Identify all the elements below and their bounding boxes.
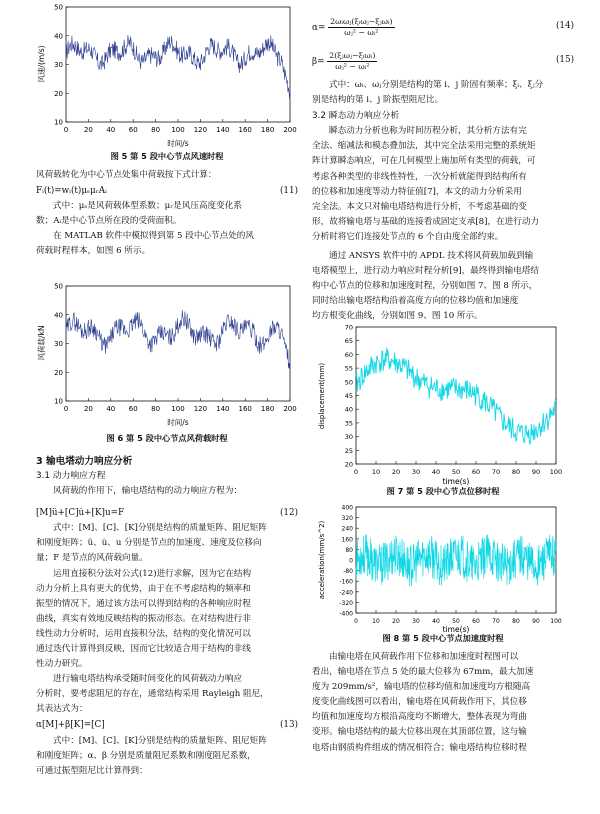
fig8-ytick-label: -80: [343, 568, 353, 576]
left-para-1: 风荷载转化为中心节点处集中荷载按下式计算：: [36, 170, 217, 180]
fig6-ytick-label: 20: [54, 368, 63, 377]
fig6-ytick-label: 50: [54, 283, 63, 291]
fig8-ytick-label: 80: [345, 546, 353, 554]
section-3-2-heading: 3.2 瞬态动力响应分析: [312, 111, 400, 122]
fig8-ytick-label: -320: [339, 599, 353, 607]
fig6-xtick-label: 200: [283, 405, 297, 413]
right-para-2-line-1: 瞬态动力分析也称为时间历程分析，其分析方法有完: [329, 126, 527, 137]
fig6-ytick-label: 10: [54, 397, 63, 406]
equation-14-numerator: 2ωᵢωⱼ(ξᵢωⱼ−ξⱼωᵢ): [330, 16, 393, 26]
fig8-xtick-label: 50: [452, 618, 460, 625]
fig5-xtick-label: 160: [238, 126, 252, 134]
right-para-4-line-3: 度为 209mm/s²，输电塔的位移均值和加速度均方根随高: [312, 682, 531, 693]
section-3-heading: 3 输电塔动力响应分析: [36, 456, 133, 467]
right-para-2-line-8: 分析时将它们连接处节点的 6 个自由度全部约束。: [312, 231, 504, 242]
fig7-xtick-label: 70: [491, 468, 501, 476]
fig6-chart: [36, 283, 298, 429]
fig5-xlabel: 时间/s: [167, 139, 189, 148]
fig7-ytick-label: 50: [344, 378, 353, 387]
left-para-6-line-2: 动力分析上具有更大的优势，由于在不考虑结构的频率和: [36, 583, 251, 594]
left-para-6-line-1: 运用直接积分法对公式(12)进行求解，因为它在结构: [53, 568, 252, 579]
left-para-7-line-3: 其表达式为：: [36, 704, 88, 715]
right-para-4-line-1: 由输电塔在风荷载作用下位移和加速度时程图可以: [329, 652, 519, 662]
right-block-1: [312, 10, 574, 325]
fig6-xtick-label: 140: [216, 405, 230, 413]
right-para-3-line-5: 均方根变化曲线，分别如图 9、图 10 所示。: [312, 311, 483, 322]
fig5-ytick-label: 30: [54, 61, 63, 69]
fig7-ytick-label: 60: [344, 350, 353, 359]
equation-15-denominator: ωⱼ² − ωᵢ²: [335, 61, 370, 71]
fig7-ytick-label: 40: [344, 405, 353, 414]
fig6-xtick-label: 20: [83, 405, 93, 413]
fig8-xtick-label: 100: [550, 618, 562, 625]
fig8-series-line: [356, 534, 556, 586]
fig8-ytick-label: 240: [341, 525, 353, 533]
fig8-xtick-label: 70: [492, 618, 500, 625]
fig7-ytick-label: 20: [344, 460, 353, 469]
fig5-xtick-label: 100: [171, 126, 185, 134]
right-para-2-line-3: 阵计算瞬态响应，可在几何模型上施加所有类型的荷载，可: [312, 156, 536, 167]
fig7-caption: 图 7 第 5 段中心节点位移时程: [386, 486, 500, 496]
fig6-caption: 图 6 第 5 段中心节点风荷载时程: [106, 433, 228, 443]
right-para-4-line-4: 度变化曲线图可以看出，输电塔在风荷载作用下，其位移: [312, 697, 527, 708]
left-para-2-line-1: 式中：μₛ是风荷载体型系数；μᵣ是风压高度变化系: [53, 201, 242, 212]
equation-15-body: [312, 51, 377, 72]
fig5-xtick-label: 180: [260, 126, 275, 134]
fig8-xtick-label: 10: [372, 618, 380, 625]
equation-15-number: (15): [555, 55, 574, 66]
fig6-xtick-label: 160: [238, 405, 252, 413]
equation-14-fraction: [328, 17, 394, 38]
right-para-3-line-2: 电塔模型上，进行动力响应时程分析[9]，最终得到输电塔结: [312, 266, 540, 277]
left-block-1: [36, 168, 298, 259]
fig5-xtick-label: 20: [83, 126, 93, 134]
equation-12: [36, 505, 298, 521]
fig7-ytick-label: 45: [344, 392, 353, 400]
right-para-2-line-6: 完全法。本文只对输电塔结构进行分析，不考虑基础的变: [312, 201, 527, 212]
fig7-xtick-label: 90: [531, 468, 541, 476]
equation-11-number: (11): [279, 185, 298, 196]
left-para-6-line-4: 曲线，真实有效地反映结构的振动形态。在对结构进行非: [36, 613, 251, 624]
fig8-xtick-label: 80: [512, 618, 520, 625]
equation-11: [36, 183, 298, 199]
left-para-6-line-3: 振型的情况下，通过该方法可以得到结构的各种响应时程: [36, 598, 251, 609]
fig5-ytick-label: 50: [54, 4, 63, 12]
right-para-4-line-5: 均值和加速度均方根沿高度均不断增大，整体表现为弯曲: [312, 712, 527, 723]
fig7-xtick-label: 60: [471, 468, 481, 476]
equation-13: [36, 718, 298, 734]
fig5-ylabel: 风速/(m/s): [37, 45, 46, 83]
fig6-ytick-label: 40: [54, 311, 63, 320]
fig8-ytick-label: 400: [341, 504, 353, 512]
fig8-ytick-label: -160: [339, 578, 353, 586]
fig7-ytick-label: 35: [344, 419, 353, 428]
left-para-6-line-6: 通过迭代计算得到反映，因而它比较适合用于结构的非线: [36, 644, 251, 655]
fig5-ytick-label: 40: [54, 32, 63, 41]
fig7-ytick-label: 55: [344, 364, 353, 373]
fig6-xtick-label: 40: [106, 405, 116, 413]
fig6-ytick-label: 30: [54, 340, 63, 348]
fig6-xtick-label: 120: [193, 405, 208, 413]
right-para-4-line-2: 看出，输电塔在节点 5 处的最大位移为 67mm，最大加速: [312, 667, 534, 678]
right-para-2-line-7: 形，故将输电塔与基础的连接看成固定支承[8]，在进行动力: [312, 216, 540, 227]
fig7-xtick-label: 100: [549, 468, 563, 476]
fig5-series-line: [66, 35, 290, 98]
fig7-xtick-label: 0: [353, 468, 359, 476]
fig6-xtick-label: 100: [171, 405, 185, 413]
equation-15-lhs: β=: [312, 56, 325, 67]
right-para-3-line-1: 通过 ANSYS 软件中的 APDL 技术将风荷载加载到输: [329, 251, 534, 262]
fig7-xtick-label: 40: [431, 468, 441, 476]
fig5-xtick-label: 60: [128, 126, 138, 134]
fig8-ytick-label: 320: [341, 515, 353, 523]
fig5-xtick-label: 120: [193, 126, 208, 134]
fig5-xtick-label: 80: [151, 126, 161, 134]
fig8-xlabel: time(s): [442, 625, 470, 634]
equation-12-number: (12): [279, 507, 298, 518]
fig5-chart: [36, 4, 298, 150]
fig6-xtick-label: 80: [151, 405, 161, 413]
left-para-3-line-2: 荷载时程样本，如图 6 所示。: [36, 246, 151, 257]
equation-14-number: (14): [555, 21, 574, 32]
left-para-5-line-1: 式中：[M]、[C]、[K]分别是结构的质量矩阵、阻尼矩阵: [53, 523, 267, 534]
left-para-6-line-7: 性动力研究。: [36, 659, 88, 670]
left-para-8-line-2: 和刚度矩阵；α、β 分别是质量阻尼系数和刚度阻尼系数，: [36, 750, 256, 761]
left-block-2: [36, 454, 298, 779]
fig8-xtick-label: 20: [392, 618, 400, 625]
right-para-4-line-7: 电塔由钢质构件组成的情况相符合；输电塔结构位移时程: [312, 742, 527, 753]
fig7-ylabel: displacement(mm): [318, 362, 326, 430]
fig8-ytick-label: -400: [339, 610, 353, 618]
left-para-7-line-1: 进行输电塔结构承受随时间变化的风荷载动力响应: [53, 674, 243, 685]
fig7-xtick-label: 20: [391, 468, 401, 476]
left-para-6-line-5: 线性动力分析时，运用直接积分法，结构的变化情况可以: [36, 628, 251, 639]
fig6-xtick-label: 60: [128, 405, 138, 413]
fig7-xtick-label: 80: [511, 468, 521, 476]
fig7-ytick-label: 25: [344, 446, 353, 455]
equation-15-numerator: 2(ξⱼωⱼ−ξᵢωᵢ): [329, 50, 376, 60]
fig6-ylabel: 风荷载/kN: [37, 325, 46, 361]
section-3-1-heading: 3.1 动力响应方程: [36, 471, 106, 482]
fig8-xtick-label: 60: [472, 618, 480, 625]
fig8-xtick-label: 90: [532, 618, 540, 625]
fig5-xtick-label: 200: [283, 126, 297, 134]
equation-11-body: Fᵢ(t)=wᵢ(t)μₛμᵣAᵢ: [36, 185, 107, 196]
fig8-caption: 图 8 第 5 段中心节点加速度时程: [382, 633, 504, 643]
fig7-chart: [316, 324, 568, 486]
fig7-xtick-label: 30: [411, 468, 421, 476]
left-para-8-line-3: 可通过振型阻尼比计算得到：: [36, 765, 148, 776]
right-para-4-line-6: 变形。输电塔结构的最大位移出现在其顶部位置，这与输: [312, 727, 527, 738]
fig6-series-line: [66, 310, 290, 369]
fig8-chart: [316, 504, 568, 634]
fig7-ytick-label: 70: [344, 324, 353, 332]
right-para-3-line-3: 构中心节点的位移和加速度时程，分别如图 7、图 8 所示，: [312, 281, 538, 292]
fig8-ylabel: acceleration(mm/s^2): [318, 520, 326, 600]
equation-12-body: [M]ü+[C]u̇+[K]u=F: [36, 507, 125, 518]
equation-15-fraction: [327, 51, 377, 72]
fig8-xtick-label: 30: [412, 618, 420, 625]
left-para-5-line-3: 量；F 是节点的风荷载向量。: [36, 553, 148, 564]
left-para-3-line-1: 在 MATLAB 软件中模拟得到第 5 段中心节点处的风: [53, 231, 254, 242]
fig8-xtick-label: 0: [354, 618, 358, 625]
fig7-ytick-label: 65: [344, 337, 353, 346]
right-para-2-line-2: 全法、缩减法和模态叠加法，其中完全法采用完整的系统矩: [312, 141, 536, 152]
left-para-8-line-1: 式中：[M]、[C]、[K]分别是结构的质量矩阵、阻尼矩阵: [53, 735, 267, 746]
fig8-xtick-label: 40: [432, 618, 440, 625]
fig7-ytick-label: 30: [344, 433, 353, 442]
left-para-4: 风荷载的作用下，输电塔结构的动力响应方程为：: [53, 486, 243, 497]
fig5-xtick-label: 140: [216, 126, 230, 134]
equation-14-lhs: α=: [312, 22, 326, 33]
right-para-2-line-5: 的位移和加速度等动力特征值[7]，本文的动力分析采用: [312, 186, 522, 197]
right-para-1-line-1: 式中：ωᵢ、ωⱼ分别是结构的第 i、j 阶固有频率；ξᵢ、ξⱼ分: [329, 80, 544, 90]
fig7-plot-frame: [356, 327, 556, 464]
fig8-ytick-label: 160: [341, 536, 353, 544]
left-para-5-line-2: 和刚度矩阵；ü、u̇、u 分别是节点的加速度、速度及位移向: [36, 538, 262, 549]
fig5-caption: 图 5 第 5 段中心节点风速时程: [110, 151, 224, 161]
fig6-plot-frame: [66, 286, 290, 401]
equation-13-number: (13): [279, 719, 298, 730]
left-para-7-line-2: 分析时，要考虑阻尼的存在，通常结构采用 Rayleigh 阻尼，: [36, 689, 269, 700]
fig5-xtick-label: 40: [106, 126, 116, 134]
left-para-2-line-2: 数；Aᵢ是中心节点所在段的受荷面积。: [36, 216, 182, 227]
equation-14-denominator: ωⱼ² − ωᵢ²: [344, 27, 379, 37]
right-para-2-line-4: 考虑各种类型的非线性特性，一次分析就能得到结构所有: [312, 171, 527, 182]
fig5-xtick-label: 0: [63, 126, 69, 134]
right-para-1-line-2: 别是结构的第 i、j 阶振型阻尼比。: [312, 95, 444, 106]
fig7-series-line: [356, 348, 556, 445]
fig8-ytick-label: -240: [339, 589, 353, 597]
fig6-xtick-label: 0: [63, 405, 69, 413]
fig7-xtick-label: 10: [371, 468, 381, 476]
fig8-ytick-label: 0: [349, 557, 353, 565]
right-para-3-line-4: 同时给出输电塔结构沿着高度方向的位移均值和加速度: [312, 296, 519, 307]
equation-13-body: α[M]+β[K]=[C]: [36, 719, 105, 730]
equation-14-body: [312, 17, 395, 38]
fig7-xtick-label: 50: [451, 468, 461, 476]
fig5-ytick-label: 10: [54, 118, 63, 127]
equation-14: [312, 10, 574, 44]
fig6-xlabel: 时间/s: [167, 418, 189, 427]
equation-15: [312, 44, 574, 78]
fig7-xlabel: time(s): [442, 477, 470, 486]
fig6-xtick-label: 180: [260, 405, 275, 413]
fig5-ytick-label: 20: [54, 89, 63, 98]
right-block-2: [312, 650, 574, 756]
